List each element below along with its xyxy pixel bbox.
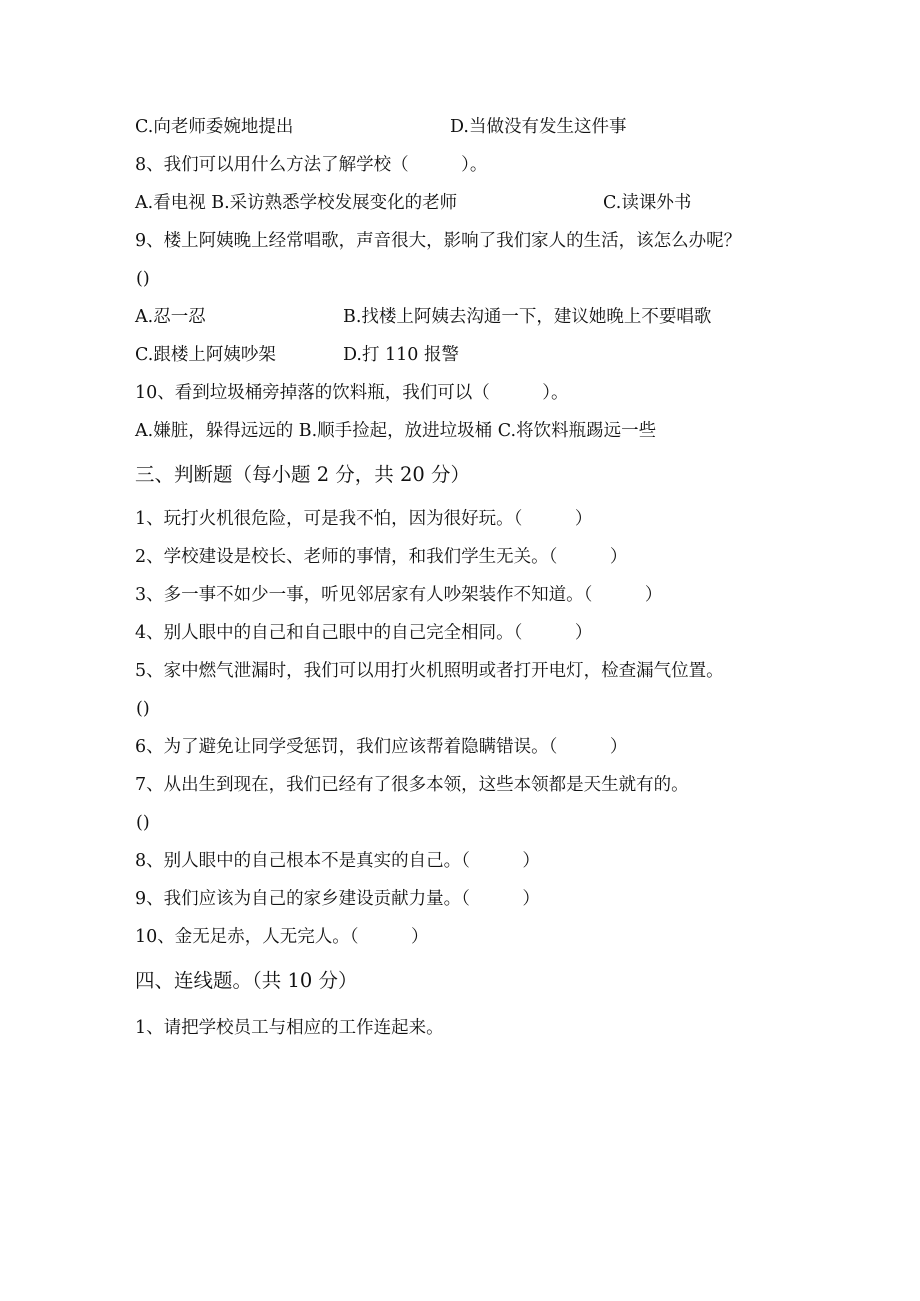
q9-answer-paren: () bbox=[136, 269, 150, 289]
judge-item-3: 3、多一事不如少一事，听见邻居家有人吵架装作不知道。（ ） bbox=[135, 585, 663, 605]
judge-item-6: 6、为了避免让同学受惩罚，我们应该帮着隐瞒错误。（ ） bbox=[135, 737, 628, 757]
section4-q1: 1、请把学校员工与相应的工作连起来。 bbox=[135, 1018, 444, 1038]
judge-item-1: 1、玩打火机很危险，可是我不怕，因为很好玩。（ ） bbox=[135, 509, 593, 529]
section3-title: 三、判断题（每小题 2 分，共 20 分） bbox=[135, 463, 471, 486]
q9-option-b: B.找楼上阿姨去沟通一下，建议她晚上不要唱歌 bbox=[343, 307, 712, 327]
judge-item-7: 7、从出生到现在，我们已经有了很多本领，这些本领都是天生就有的。 bbox=[135, 775, 689, 795]
judge-item-5-paren: () bbox=[136, 699, 150, 719]
judge-item-10: 10、金无足赤，人无完人。（ ） bbox=[135, 927, 429, 947]
q9-option-d: D.打 110 报警 bbox=[343, 345, 459, 365]
q8-stem: 8、我们可以用什么方法了解学校（ ）。 bbox=[135, 155, 488, 175]
q8-option-c: C.读课外书 bbox=[603, 193, 692, 213]
q10-stem: 10、看到垃圾桶旁掉落的饮料瓶，我们可以（ ）。 bbox=[135, 383, 569, 403]
judge-item-2: 2、学校建设是校长、老师的事情，和我们学生无关。（ ） bbox=[135, 547, 628, 567]
judge-item-5: 5、家中燃气泄漏时，我们可以用打火机照明或者打开电灯，检查漏气位置。 bbox=[135, 661, 724, 681]
judge-item-9: 9、我们应该为自己的家乡建设贡献力量。（ ） bbox=[135, 889, 540, 909]
judge-item-4: 4、别人眼中的自己和自己眼中的自己完全相同。（ ） bbox=[135, 623, 593, 643]
q7-option-c: C.向老师委婉地提出 bbox=[135, 117, 294, 137]
q9-option-c: C.跟楼上阿姨吵架 bbox=[135, 345, 276, 365]
judge-item-8: 8、别人眼中的自己根本不是真实的自己。（ ） bbox=[135, 851, 540, 871]
q7-option-d: D.当做没有发生这件事 bbox=[450, 117, 627, 137]
q9-option-a: A.忍一忍 bbox=[135, 307, 206, 327]
q8-option-ab: A.看电视 B.采访熟悉学校发展变化的老师 bbox=[135, 193, 458, 213]
q10-options: A.嫌脏，躲得远远的 B.顺手捡起，放进垃圾桶 C.将饮料瓶踢远一些 bbox=[135, 421, 657, 441]
judge-item-7-paren: () bbox=[136, 813, 150, 833]
q9-stem: 9、楼上阿姨晚上经常唱歌，声音很大，影响了我们家人的生活，该怎么办呢？ bbox=[135, 231, 742, 251]
section4-title: 四、连线题。（共 10 分） bbox=[135, 969, 358, 992]
